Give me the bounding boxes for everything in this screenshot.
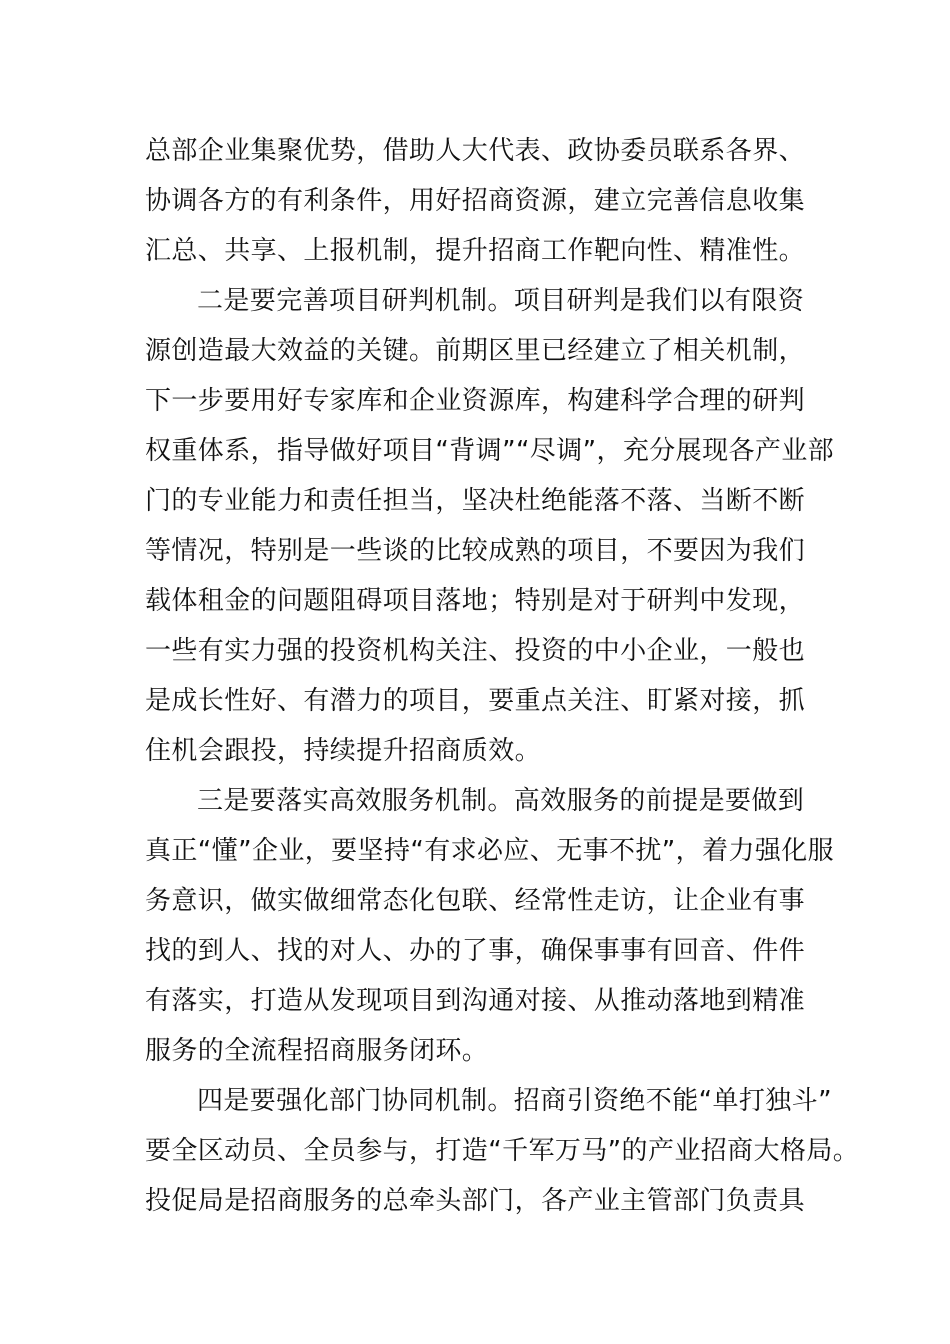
text-line: 是成长性好、有潜力的项目，要重点关注、盯紧对接，抓 (145, 686, 806, 716)
text-line: 下一步要用好专家库和企业资源库，构建科学合理的研判 (145, 386, 806, 416)
text-line: 投促局是招商服务的总牵头部门，各产业主管部门负责具 (145, 1186, 806, 1216)
text-line: 一些有实力强的投资机构关注、投资的中小企业，一般也 (145, 636, 806, 666)
text-line: 等情况，特别是一些谈的比较成熟的项目，不要因为我们 (145, 536, 806, 566)
text-line: 住机会跟投，持续提升招商质效。 (145, 736, 542, 766)
paragraph-start-line: 四是要强化部门协同机制。招商引资绝不能“单打独斗” (197, 1086, 832, 1116)
paragraph-start-line: 二是要完善项目研判机制。项目研判是我们以有限资 (197, 286, 805, 316)
text-line: 要全区动员、全员参与，打造“千军万马”的产业招商大格局。 (145, 1136, 860, 1166)
text-line: 真正“懂”企业，要坚持“有求必应、无事不扰”，着力强化服 (145, 836, 835, 866)
text-line: 载体租金的问题阻碍项目落地；特别是对于研判中发现， (145, 586, 806, 616)
text-line: 务意识，做实做细常态化包联、经常性走访，让企业有事 (145, 886, 806, 916)
text-line: 总部企业集聚优势，借助人大代表、政协委员联系各界、 (145, 136, 806, 166)
text-line: 找的到人、找的对人、办的了事，确保事事有回音、件件 (145, 936, 806, 966)
text-line: 协调各方的有利条件，用好招商资源，建立完善信息收集 (145, 186, 806, 216)
document-body (145, 126, 860, 1226)
text-line: 权重体系，指导做好项目“背调”“尽调”，充分展现各产业部 (145, 436, 835, 466)
text-line: 服务的全流程招商服务闭环。 (145, 1036, 489, 1066)
text-line: 汇总、共享、上报机制，提升招商工作靶向性、精准性。 (145, 236, 806, 266)
text-line: 有落实，打造从发现项目到沟通对接、从推动落地到精准 (145, 986, 806, 1016)
paragraph-start-line: 三是要落实高效服务机制。高效服务的前提是要做到 (197, 786, 805, 816)
text-line: 源创造最大效益的关键。前期区里已经建立了相关机制， (145, 336, 806, 366)
text-line: 门的专业能力和责任担当，坚决杜绝能落不落、当断不断 (145, 486, 806, 516)
